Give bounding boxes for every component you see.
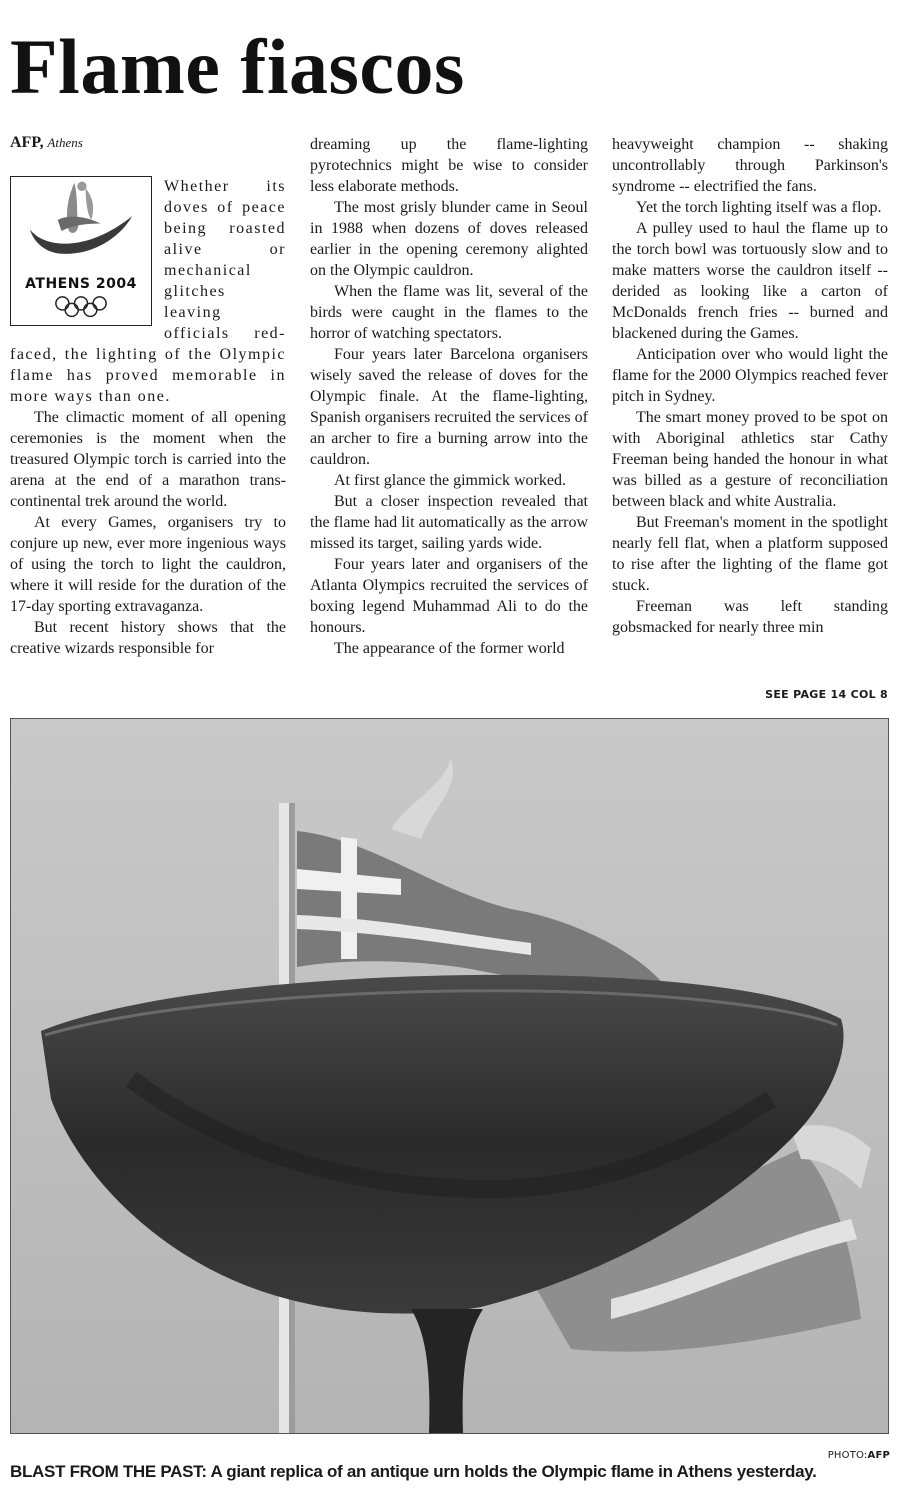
paragraph: Four years later Barcelona organisers wisely saved the release of doves for the Olympic finale. At the flame-lighting, Spanish organisers recruited the services of an archer to fire a burning arrow into the cauldron. [310, 346, 588, 468]
logo-text: ATHENS 2004 [25, 275, 137, 292]
continuation-note: SEE PAGE 14 COL 8 [765, 688, 888, 701]
paragraph: When the flame was lit, several of the birds were caught in the flames to the horror of watching spectators. [310, 283, 588, 342]
paragraph: The most grisly blunder came in Seoul in 1988 when dozens of doves released earlier in the opening ceremony alighted on the Olympic cauldron. [310, 199, 588, 279]
paragraph: The climactic moment of all opening ceremonies is the moment when the treasured Olympic torch is carried into the arena at the end of a marathon trans-continental trek around the world. [10, 409, 286, 510]
photo-credit-agency: AFP [867, 1450, 890, 1461]
athens-emblem-icon [16, 177, 146, 274]
caption-lead: BLAST FROM THE PAST: [10, 1462, 207, 1481]
paragraph: dreaming up the flame-lighting pyrotechnics might be wise to consider less elaborate methods. [310, 136, 588, 195]
paragraph: At every Games, organisers try to conjure up new, ever more ingenious ways of using the torch to light the cauldron, where it will reside for the duration of the 17-day sporting extravaganza. [10, 514, 286, 615]
byline-agency: AFP, [10, 134, 44, 151]
paragraph: The smart money proved to be spot on with Aboriginal athletics star Cathy Freeman being handed the honour in what was billed as a gesture of reconciliation between black and white Australia. [612, 409, 888, 510]
athens-2004-logo [10, 176, 152, 326]
paragraph: Yet the torch lighting itself was a flop. [636, 199, 882, 216]
paragraph: At first glance the gimmick worked. [334, 472, 566, 489]
article-column-3 [612, 134, 888, 638]
paragraph: But a closer inspection revealed that the flame had lit automatically as the arrow missed its target, sailing yards wide. [310, 493, 588, 552]
olympic-cauldron-image [11, 719, 888, 1433]
paragraph: But Freeman's moment in the spotlight nearly fell flat, when a platform supposed to rise after the lighting of the flame got stuck. [612, 514, 888, 594]
paragraph: Freeman was left standing gobsmacked for nearly three min [612, 598, 888, 636]
article-column-1 [10, 176, 286, 659]
photo-caption [10, 1462, 817, 1482]
photo-credit [828, 1450, 890, 1461]
paragraph: A pulley used to haul the flame up to the torch bowl was tortuously slow and to make matters worse the cauldron itself -- derided as looking like a carton of McDonalds french fries -- burned and blackened during the Games. [612, 220, 888, 342]
paragraph: But recent history shows that the creative wizards responsible for [10, 619, 286, 657]
paragraph: Anticipation over who would light the flame for the 2000 Olympics reached fever pitch in Sydney. [612, 346, 888, 405]
paragraph: heavyweight champion -- shaking uncontrollably through Parkinson's syndrome -- electrified the fans. [612, 136, 888, 195]
byline-place: Athens [47, 135, 83, 150]
article-column-2 [310, 134, 588, 659]
byline [10, 134, 83, 152]
cauldron-photo [10, 718, 889, 1434]
headline: Flame fiascos [10, 23, 465, 110]
paragraph: Four years later and organisers of the Atlanta Olympics recruited the services of boxing legend Muhammad Ali to do the honours. [310, 556, 588, 636]
paragraph: The appearance of the former world [334, 640, 565, 657]
paragraph: Whether its doves of peace being roasted alive or mechanical glitches leaving officials red-faced, the lighting of the Olympic flame has proved memorable in more ways than one. [10, 178, 286, 405]
photo-credit-prefix: PHOTO: [827, 1450, 868, 1461]
olympic-rings-icon [49, 295, 113, 319]
caption-text: A giant replica of an antique urn holds the Olympic flame in Athens yesterday. [206, 1462, 817, 1481]
